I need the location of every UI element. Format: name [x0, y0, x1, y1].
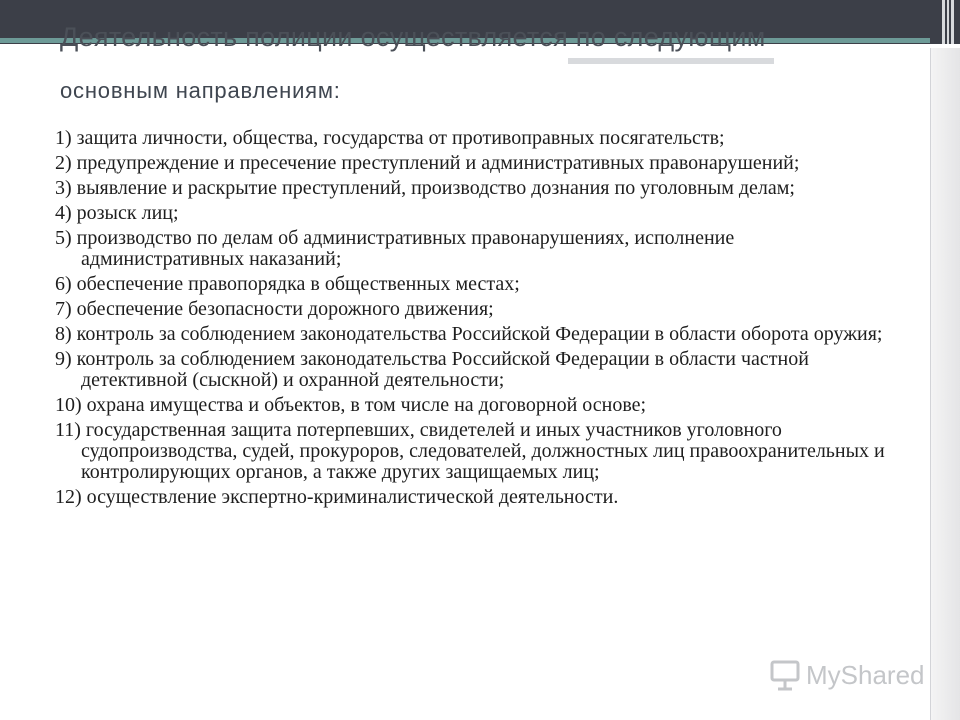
watermark — [768, 658, 925, 692]
slide-title-line-1: Деятельность полиции осуществляется по следующим — [60, 22, 766, 52]
page-edge — [930, 48, 960, 720]
directions-list — [55, 128, 900, 512]
corner-bars — [942, 0, 954, 44]
list-item: 6) обеспечение правопорядка в общественных местах; — [55, 273, 520, 295]
list-item: 5) производство по делам об административных правонарушениях, исполнение административных наказаний; — [55, 227, 735, 270]
list-item: 1) защита личности, общества, государства от противоправных посягательств; — [55, 127, 725, 149]
list-item: 2) предупреждение и пресечение преступлений и административных правонарушений; — [55, 152, 800, 174]
slide-title-line-2: основным направлениям: — [60, 78, 341, 103]
list-item: 12) осуществление экспертно-криминалистической деятельности. — [55, 486, 619, 508]
list-item: 9) контроль за соблюдением законодательства Российской Федерации в области частной детективной (сыскной) и охранной деятельности; — [55, 348, 809, 391]
presentation-board-icon — [768, 658, 802, 692]
accent-line-secondary — [568, 58, 774, 64]
list-item: 7) обеспечение безопасности дорожного движения; — [55, 298, 494, 320]
list-item: 8) контроль за соблюдением законодательства Российской Федерации в области оборота оружия; — [55, 323, 883, 345]
watermark-text: MyShared — [806, 659, 925, 690]
list-item: 4) розыск лиц; — [55, 202, 179, 224]
list-item: 10) охрана имущества и объектов, в том числе на договорной основе; — [55, 394, 647, 416]
list-item: 3) выявление и раскрытие преступлений, производство дознания по уголовным делам; — [55, 177, 795, 199]
list-item: 11) государственная защита потерпевших, свидетелей и иных участников уголовного судопроизводства, судей, прокуроров, следователей, должностных лиц правоохранительных и контролирующих органов, а также других защищаемых лиц; — [55, 419, 885, 483]
